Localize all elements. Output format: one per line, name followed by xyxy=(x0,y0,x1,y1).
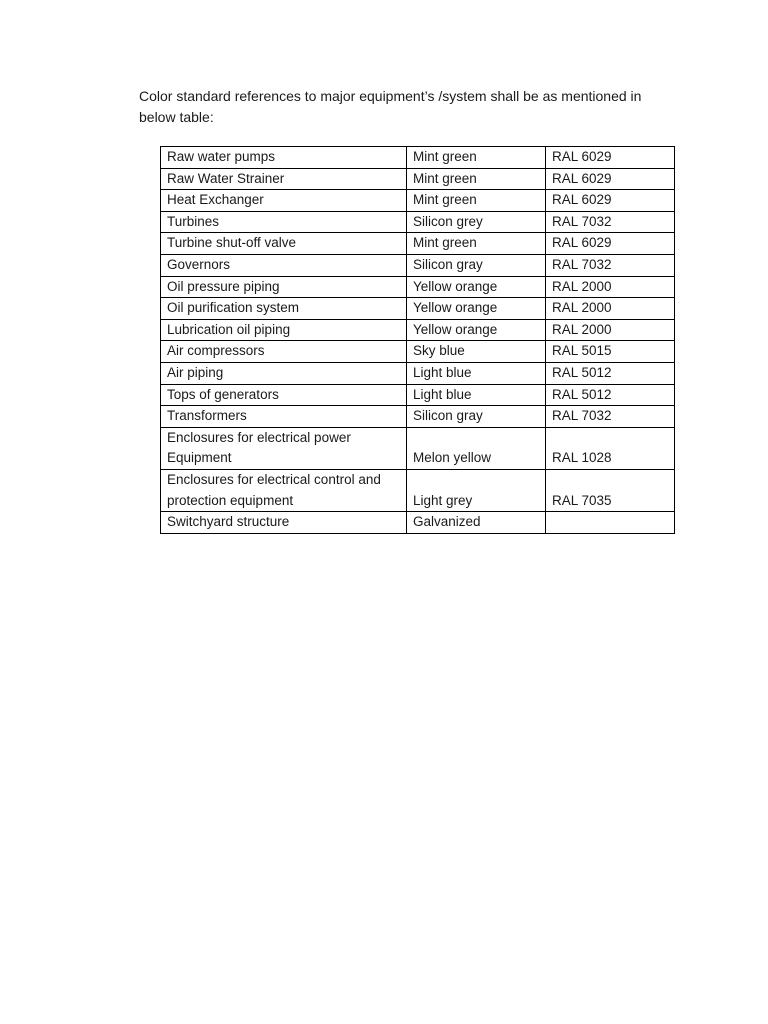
equipment-cell: Oil pressure piping xyxy=(161,276,407,298)
ral-code-cell: RAL 5012 xyxy=(546,384,675,406)
ral-code-cell: RAL 2000 xyxy=(546,319,675,341)
table-row xyxy=(161,341,675,363)
ral-code-cell: RAL 6029 xyxy=(546,190,675,212)
color-name-cell: Sky blue xyxy=(407,341,546,363)
color-name-cell: Silicon gray xyxy=(407,254,546,276)
equipment-cell: Enclosures for electrical power Equipment xyxy=(161,427,407,469)
color-name-cell: Yellow orange xyxy=(407,276,546,298)
table-row xyxy=(161,168,675,190)
ral-code-cell: RAL 2000 xyxy=(546,276,675,298)
color-name-cell: Silicon gray xyxy=(407,406,546,428)
ral-code-cell: RAL 7032 xyxy=(546,254,675,276)
table-row xyxy=(161,276,675,298)
equipment-cell: Turbine shut-off valve xyxy=(161,233,407,255)
ral-code-cell: RAL 2000 xyxy=(546,298,675,320)
equipment-cell: Tops of generators xyxy=(161,384,407,406)
ral-code-cell: RAL 1028 xyxy=(546,427,675,469)
color-name-cell: Yellow orange xyxy=(407,319,546,341)
equipment-cell: Governors xyxy=(161,254,407,276)
ral-code-cell xyxy=(546,512,675,534)
table-row xyxy=(161,298,675,320)
equipment-cell: Lubrication oil piping xyxy=(161,319,407,341)
table-row xyxy=(161,406,675,428)
table-row xyxy=(161,254,675,276)
table-row xyxy=(161,427,675,469)
color-name-cell: Light grey xyxy=(407,469,546,511)
equipment-cell: Raw Water Strainer xyxy=(161,168,407,190)
equipment-cell: Turbines xyxy=(161,211,407,233)
color-name-cell: Yellow orange xyxy=(407,298,546,320)
equipment-cell: Switchyard structure xyxy=(161,512,407,534)
color-name-cell: Mint green xyxy=(407,233,546,255)
color-name-cell: Light blue xyxy=(407,384,546,406)
table-row xyxy=(161,469,675,511)
equipment-cell: Heat Exchanger xyxy=(161,190,407,212)
intro-paragraph: Color standard references to major equipment’s /system shall be as mentioned in below table: xyxy=(139,88,642,125)
color-name-cell: Mint green xyxy=(407,147,546,169)
ral-code-cell: RAL 6029 xyxy=(546,233,675,255)
ral-code-cell: RAL 5015 xyxy=(546,341,675,363)
table-row xyxy=(161,190,675,212)
color-name-cell: Silicon grey xyxy=(407,211,546,233)
ral-code-cell: RAL 7035 xyxy=(546,469,675,511)
color-name-cell: Mint green xyxy=(407,190,546,212)
color-name-cell: Melon yellow xyxy=(407,427,546,469)
table-row xyxy=(161,384,675,406)
color-standard-table xyxy=(160,146,675,534)
ral-code-cell: RAL 6029 xyxy=(546,168,675,190)
ral-code-cell: RAL 7032 xyxy=(546,406,675,428)
color-name-cell: Light blue xyxy=(407,362,546,384)
table-row xyxy=(161,233,675,255)
equipment-cell: Oil purification system xyxy=(161,298,407,320)
equipment-cell: Raw water pumps xyxy=(161,147,407,169)
color-name-cell: Mint green xyxy=(407,168,546,190)
equipment-cell: Transformers xyxy=(161,406,407,428)
ral-code-cell: RAL 5012 xyxy=(546,362,675,384)
ral-code-cell: RAL 6029 xyxy=(546,147,675,169)
ral-code-cell: RAL 7032 xyxy=(546,211,675,233)
equipment-cell: Air compressors xyxy=(161,341,407,363)
table-row xyxy=(161,362,675,384)
table-row xyxy=(161,211,675,233)
table-row xyxy=(161,147,675,169)
equipment-cell: Enclosures for electrical control and protection equipment xyxy=(161,469,407,511)
table-row xyxy=(161,319,675,341)
equipment-cell: Air piping xyxy=(161,362,407,384)
color-name-cell: Galvanized xyxy=(407,512,546,534)
table-row xyxy=(161,512,675,534)
